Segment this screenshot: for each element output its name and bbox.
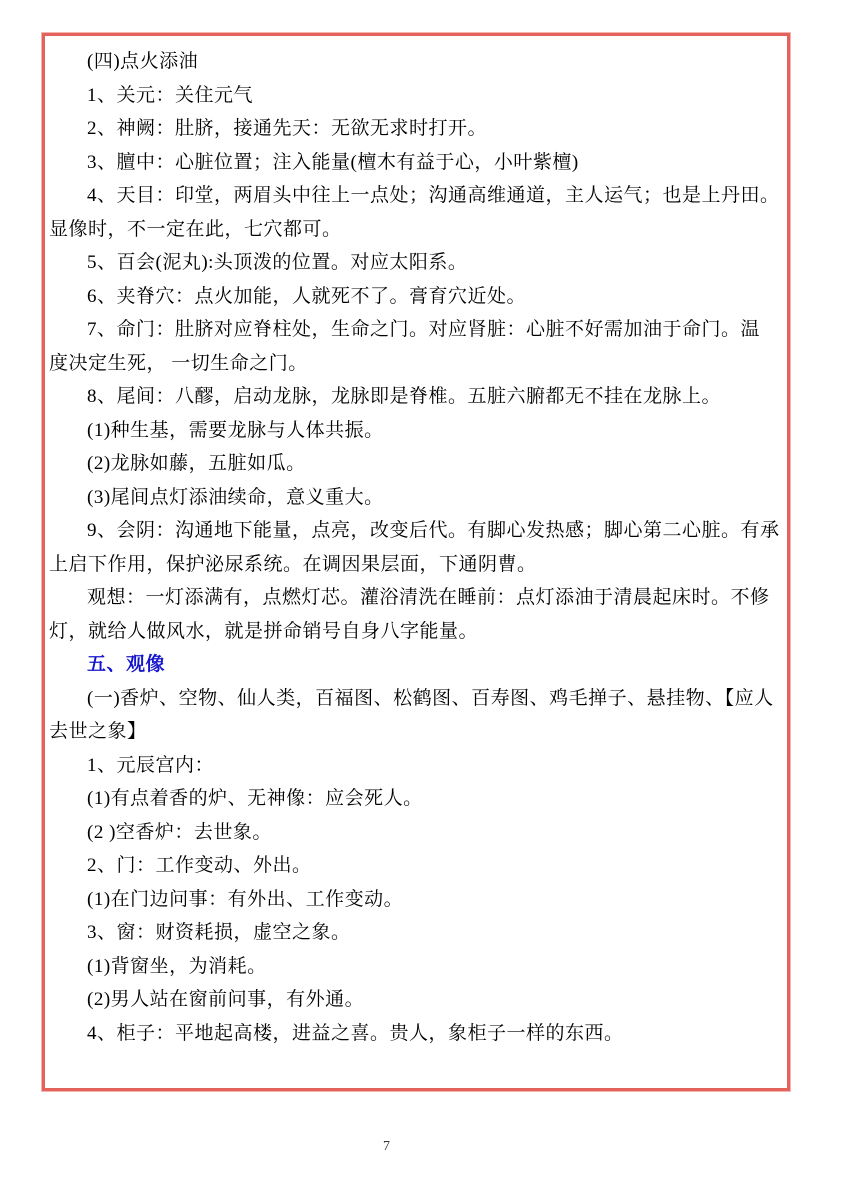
paragraph: 9、会阴：沟通地下能量，点亮，改变后代。有脚心发热感；脚心第二心脏。有承上启下作用，保护泌尿系统。在调因果层面，下通阴曹。 [49,520,780,575]
paragraph: 1、关元：关住元气 [87,84,254,106]
paragraph: 1、元辰宫内： [87,754,215,776]
paragraph: 4、柜子：平地起高楼，进益之喜。贵人，象柜子一样的东西。 [87,1022,624,1044]
paragraph: 2、门：工作变动、外出。 [87,855,312,876]
paragraph: 5、百会(泥丸):头顶泼的位置。对应太阳系。 [87,252,468,273]
paragraph: 6、夹脊穴：点火加能，人就死不了。膏育穴近处。 [87,285,527,307]
section-heading-guanxiang: 五、观像 [87,654,166,675]
paragraph: (2)龙脉如藤，五脏如瓜。 [87,453,306,474]
paragraph: (1)在门边问事：有外出、工作变动。 [87,888,404,910]
section-heading-dianhuo: (四)点火添油 [87,51,199,72]
content-border-box [42,33,790,1091]
page-number: 7 [383,1139,390,1154]
paragraph: (1)有点着香的炉、无神像：应会死人。 [87,788,423,809]
paragraph: (3)尾间点灯添油续命，意义重大。 [87,486,384,508]
paragraph: 3、窗：财资耗损，虚空之象。 [87,922,351,943]
paragraph: (1)背窗坐，为消耗。 [87,955,267,977]
paragraph: (2)男人站在窗前问事，有外通。 [87,989,365,1010]
paragraph: 3、膻中：心脏位置；注入能量(檀木有益于心，小叶紫檀) [87,151,579,173]
paragraph: 观想：一灯添满有，点燃灯芯。灌浴清洗在睡前：点灯添油于清晨起床时。不修灯，就给人做风水，就是拼命销号自身八字能量。 [49,587,770,642]
paragraph: 7、命门：肚脐对应脊柱处，生命之门。对应肾脏：心脏不好需加油于命门。温 度决定生死， 一切生命之门。 [49,319,761,374]
paragraph: 8、尾间：八醪，启动龙脉，龙脉即是脊椎。五脏六腑都无不挂在龙脉上。 [87,386,722,407]
paragraph: (2 )空香炉：去世象。 [87,821,272,843]
paragraph: 2、神阙：肚脐，接通先天：无欲无求时打开。 [87,118,488,139]
paragraph: (1)种生基，需要龙脉与人体共振。 [87,419,384,441]
paragraph: (一)香炉、空物、仙人类，百福图、松鹤图、百寿图、鸡毛掸子、悬挂物、【应人去世之象】 [49,687,774,742]
paragraph: 4、天目：印堂，两眉头中往上一点处；沟通高维通道，主人运气；也是上丹田。 显像时，不一定在此，七穴都可。 [49,185,780,240]
